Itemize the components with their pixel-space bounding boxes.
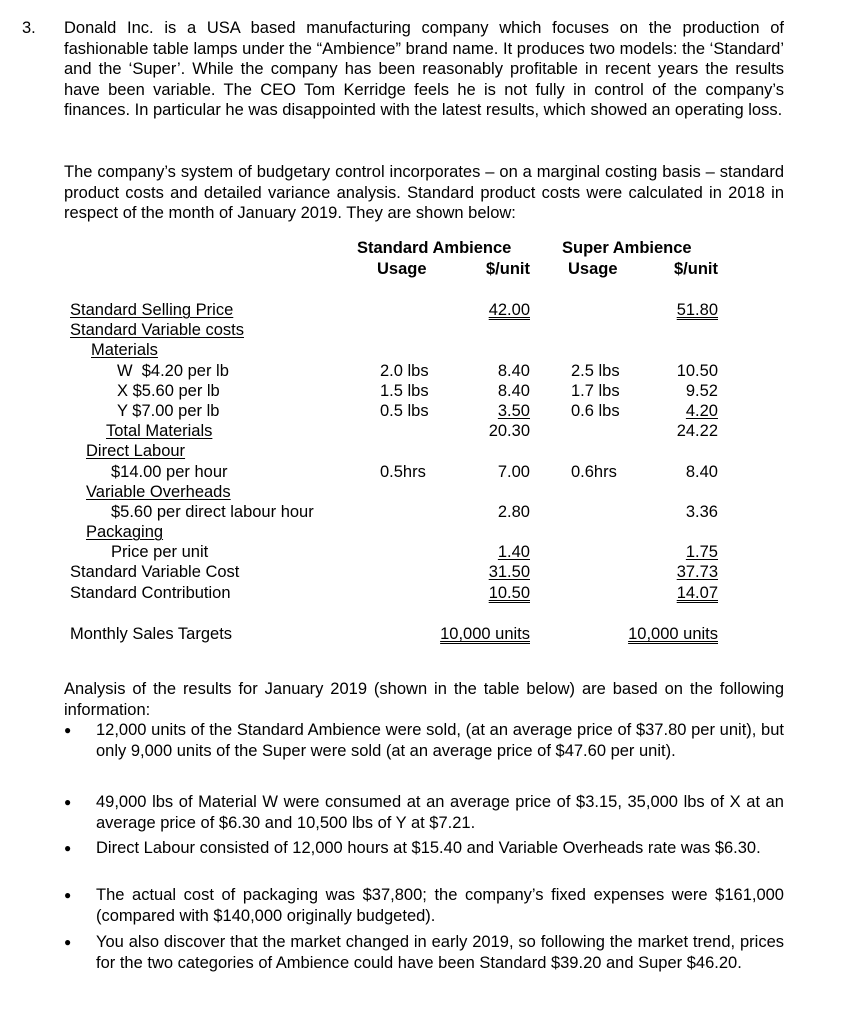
material-x-label: X $5.60 per lb [117, 382, 220, 400]
labour-rate-label: $14.00 per hour [111, 463, 228, 481]
bullet-materials: 49,000 lbs of Material W were consumed at an average price of $3.15, 35,000 lbs of X at an average price of $6.30 and 10,500 lbs of Y at $7.21. [96, 793, 784, 832]
variable-cost-super: 37.73 [676, 563, 718, 581]
variable-costs-label: Standard Variable costs [70, 321, 244, 339]
direct-labour-label: Direct Labour [86, 442, 186, 460]
header-standard-per-unit: $/unit [486, 260, 530, 278]
labour-super-cost: 8.40 [685, 463, 718, 481]
question-number: 3. [22, 19, 36, 37]
contribution-standard: 10.50 [488, 584, 530, 602]
contribution-super: 14.07 [676, 584, 718, 602]
material-y-label: Y $7.00 per lb [117, 402, 220, 420]
material-y-standard-cost: 3.50 [497, 402, 530, 420]
packaging-label: Packaging [86, 523, 164, 541]
packaging-super-cost: 1.75 [685, 543, 718, 561]
variable-cost-label: Standard Variable Cost [70, 563, 240, 581]
material-w-super-usage: 2.5 lbs [571, 362, 620, 380]
material-w-standard-usage: 2.0 lbs [380, 362, 429, 380]
material-x-super-usage: 1.7 lbs [571, 382, 620, 400]
bullet-icon: ● [64, 935, 72, 949]
variable-cost-standard: 31.50 [488, 563, 530, 581]
labour-standard-usage: 0.5hrs [380, 463, 426, 481]
selling-price-super: 51.80 [676, 301, 718, 319]
material-x-standard-cost: 8.40 [497, 382, 530, 400]
header-super-per-unit: $/unit [674, 260, 718, 278]
selling-price-label: Standard Selling Price [70, 301, 234, 319]
material-w-super-cost: 10.50 [676, 362, 718, 380]
total-materials-label: Total Materials [106, 422, 213, 440]
budget-paragraph: The company’s system of budgetary control incorporates – on a marginal costing basis – standard product costs and detailed variance analysis. Standard product costs were calculated in 2018 in respect of the month of January 2019. They are shown below: [64, 163, 784, 222]
header-standard-usage: Usage [377, 260, 427, 278]
overheads-super-cost: 3.36 [685, 503, 718, 521]
header-super-usage: Usage [568, 260, 618, 278]
bullet-sales: 12,000 units of the Standard Ambience were sold, (at an average price of $37.80 per unit), but only 9,000 units of the Super were sold (at an average price of $47.60 per unit). [96, 721, 784, 760]
analysis-intro: Analysis of the results for January 2019 (shown in the table below) are based on the following information: [64, 680, 784, 719]
header-standard-ambience: Standard Ambience [357, 239, 512, 257]
header-super-ambience: Super Ambience [562, 239, 692, 257]
material-x-standard-usage: 1.5 lbs [380, 382, 429, 400]
sales-targets-super: 10,000 units [628, 625, 718, 643]
labour-standard-cost: 7.00 [497, 463, 530, 481]
labour-super-usage: 0.6hrs [571, 463, 617, 481]
bullet-icon: ● [64, 795, 72, 809]
bullet-market: You also discover that the market changed in early 2019, so following the market trend, prices for the two categories of Ambience could have been Standard $39.20 and Super $46.20. [96, 933, 784, 972]
total-materials-super: 24.22 [676, 422, 718, 440]
bullet-icon: ● [64, 841, 72, 855]
material-x-super-cost: 9.52 [685, 382, 718, 400]
sales-targets-standard: 10,000 units [440, 625, 530, 643]
material-y-super-usage: 0.6 lbs [571, 402, 620, 420]
packaging-standard-cost: 1.40 [497, 543, 530, 561]
material-w-label: W $4.20 per lb [117, 362, 229, 380]
bullet-icon: ● [64, 888, 72, 902]
overheads-rate-label: $5.60 per direct labour hour [111, 503, 314, 521]
material-y-standard-usage: 0.5 lbs [380, 402, 429, 420]
bullet-labour: Direct Labour consisted of 12,000 hours at $15.40 and Variable Overheads rate was $6.30. [96, 839, 761, 857]
sales-targets-label: Monthly Sales Targets [70, 625, 233, 643]
selling-price-standard: 42.00 [488, 301, 530, 319]
packaging-price-label: Price per unit [111, 543, 209, 561]
material-y-super-cost: 4.20 [685, 402, 718, 420]
materials-label: Materials [91, 341, 158, 359]
overheads-standard-cost: 2.80 [497, 503, 530, 521]
bullet-packaging: The actual cost of packaging was $37,800; the company’s fixed expenses were $161,000 (compared with $140,000 originally budgeted). [96, 886, 784, 925]
total-materials-standard: 20.30 [488, 422, 530, 440]
material-w-standard-cost: 8.40 [497, 362, 530, 380]
contribution-label: Standard Contribution [70, 584, 231, 602]
variable-overheads-label: Variable Overheads [86, 483, 231, 501]
bullet-icon: ● [64, 723, 72, 737]
intro-paragraph: Donald Inc. is a USA based manufacturing company which focuses on the production of fashionable table lamps under the “Ambience” brand name. It produces two models: the ‘Standard’ and the ‘Super’. While the company has been reasonably profitable in recent years the results have been variable. The CEO Tom Kerridge feels he is not fully in control of the company’s finances. In particular he was disappointed with the latest results, which showed an operating loss. [64, 19, 784, 119]
